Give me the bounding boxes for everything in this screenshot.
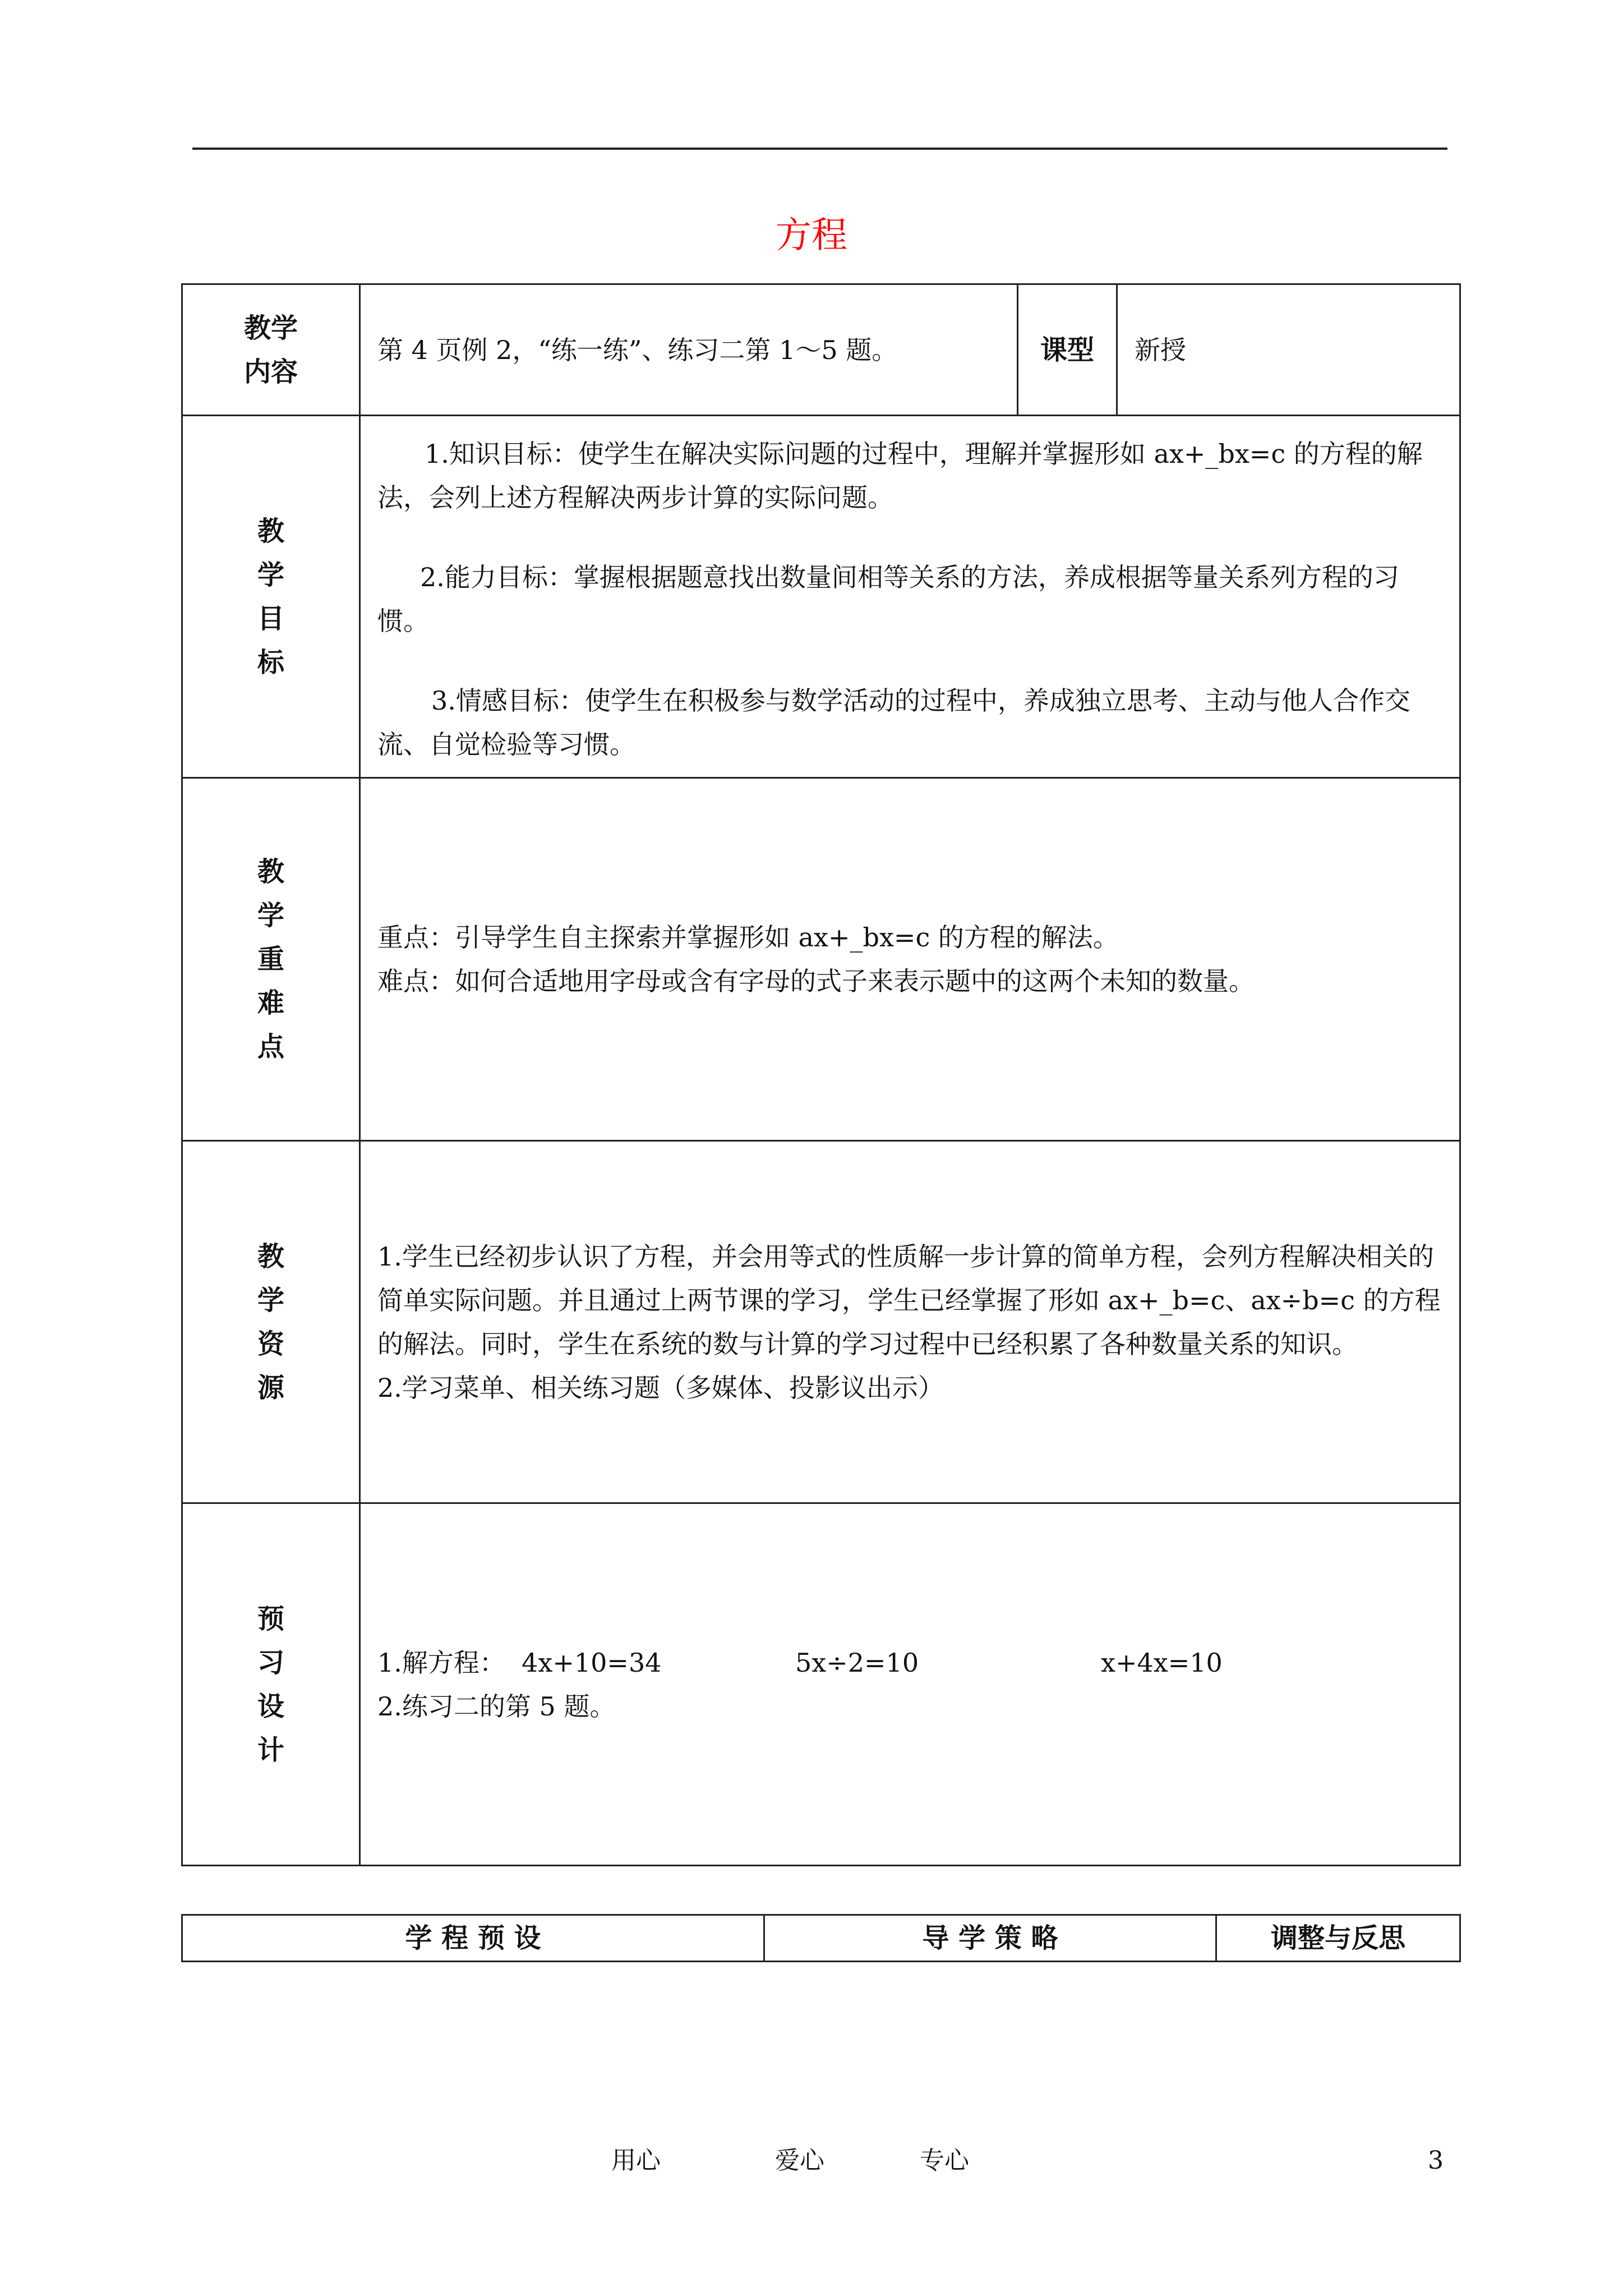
label-char: 学	[257, 559, 284, 591]
label-char: 难	[257, 987, 284, 1019]
goals-content	[360, 416, 1460, 778]
resources-row	[182, 1141, 1460, 1503]
content-row	[182, 284, 1460, 416]
equation: 4x+10=34	[522, 1647, 662, 1678]
resources-label	[182, 1141, 360, 1503]
goals-label	[182, 416, 360, 778]
key-point: 重点：引导学生自主探索并掌握形如 ax+_bx=c 的方程的解法。	[377, 922, 1119, 953]
equation-item	[377, 1641, 795, 1685]
label-line: 内容	[243, 356, 298, 388]
content-value: 第 4 页例 2，“练一练”、练习二第 1～5 题。	[360, 284, 1018, 416]
header-rule	[192, 148, 1447, 150]
knowledge-goal: 1.知识目标：使学生在解决实际问题的过程中，理解并掌握形如 ax+_bx=c 的方程的解法，会列上述方程解决两步计算的实际问题。	[377, 439, 1423, 513]
reflection-header: 调整与反思	[1216, 1915, 1460, 1962]
label-char: 教	[257, 515, 284, 547]
label-char: 预	[257, 1603, 284, 1635]
resources-item: 2.学习菜单、相关练习题（多媒体、投影议出示）	[377, 1372, 944, 1403]
difficulty-label	[182, 778, 360, 1141]
label-char: 设	[257, 1690, 284, 1722]
process-table	[181, 1914, 1461, 1962]
label-char: 学	[257, 1284, 284, 1316]
difficulty-content	[360, 778, 1460, 1141]
ability-goal: 2.能力目标：掌握根据题意找出数量间相等关系的方法，养成根据等量关系列方程的习惯。	[377, 562, 1399, 636]
difficult-point: 难点：如何合适地用字母或含有字母的式子来表示题中的这两个未知的数量。	[377, 966, 1255, 996]
content-label	[182, 284, 360, 416]
label-char: 目	[257, 602, 284, 634]
process-header-row	[182, 1915, 1460, 1962]
page-number: 3	[1428, 2146, 1444, 2175]
document-title: 方程	[776, 215, 847, 256]
lesson-plan-table	[181, 283, 1461, 1866]
resources-item: 1.学生已经初步认识了方程，并会用等式的性质解一步计算的简单方程，会列方程解决相关的简单实际问题。并且通过上两节课的学习，学生已经掌握了形如 ax+_b=c、ax÷b=c 的方程的解法。同时，学生在系统的数与计算的学习过程中已经积累了各种数量关系的知识。	[377, 1241, 1441, 1359]
label-line: 教学	[243, 312, 298, 344]
equation: x+4x=10	[1101, 1647, 1223, 1678]
label-char: 源	[257, 1372, 284, 1404]
label-char: 习	[257, 1646, 284, 1678]
equation-prefix: 1.解方程：	[377, 1647, 505, 1678]
footer-motto: 专心	[920, 2146, 969, 2175]
resources-content	[360, 1141, 1460, 1503]
label-char: 点	[257, 1031, 284, 1062]
goals-row	[182, 416, 1460, 778]
equation-list	[377, 1641, 1445, 1685]
lesson-type-value: 新授	[1117, 284, 1460, 416]
process-header: 学 程 预 设	[182, 1915, 764, 1962]
label-char: 教	[257, 1240, 284, 1272]
equation: 5x÷2=10	[795, 1647, 919, 1678]
strategy-header: 导 学 策 略	[764, 1915, 1216, 1962]
difficulty-row	[182, 778, 1460, 1141]
label-char: 计	[257, 1734, 284, 1766]
preview-row	[182, 1503, 1460, 1866]
footer-motto: 爱心	[775, 2146, 824, 2175]
footer-motto: 用心	[611, 2146, 661, 2175]
preview-exercise: 2.练习二的第 5 题。	[377, 1691, 616, 1722]
label-char: 教	[257, 856, 284, 887]
emotion-goal: 3.情感目标：使学生在积极参与数学活动的过程中，养成独立思考、主动与他人合作交流、自觉检验等习惯。	[377, 685, 1410, 760]
preview-label	[182, 1503, 360, 1866]
lesson-type-label: 课型	[1018, 284, 1117, 416]
preview-content	[360, 1503, 1460, 1866]
label-char: 重	[257, 944, 284, 975]
label-char: 学	[257, 900, 284, 931]
label-char: 标	[257, 646, 284, 678]
label-char: 资	[257, 1328, 284, 1360]
